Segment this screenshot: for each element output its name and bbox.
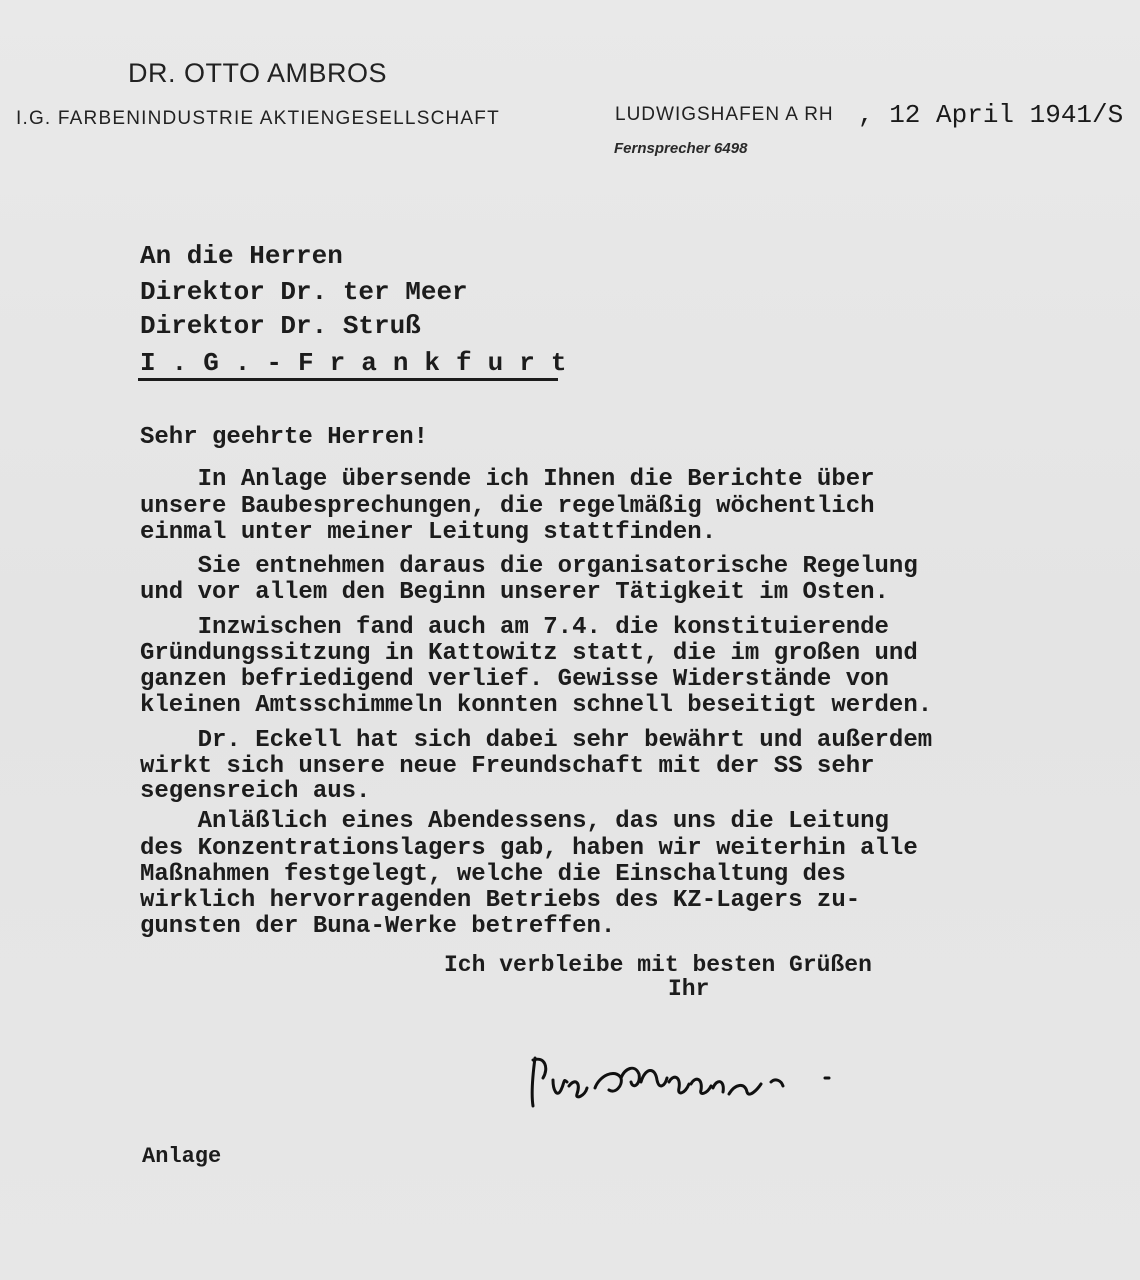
address-line-1: An die Herren [140,241,343,271]
body-line: Inzwischen fand auch am 7.4. die konstituierende [140,614,889,641]
letterhead-name: DR. OTTO AMBROS [128,58,388,88]
enclosure-note: Anlage [142,1144,222,1169]
body-line: gunsten der Buna-Werke betreffen. [140,913,616,940]
address-line-4: I.G.-Frankfurt [140,348,583,378]
body-line: wirklich hervorragenden Betriebs des KZ-Lagers zu- [140,887,861,914]
body-line: Gründungssitzung in Kattowitz statt, die im großen und [140,640,918,667]
body-line: ganzen befriedigend verlief. Gewisse Widerstände von [140,666,889,693]
letter-date: , 12 April 1941/S [858,100,1124,130]
body-line: einmal unter meiner Leitung stattfinden. [140,519,717,546]
body-line: und vor allem den Beginn unserer Tätigkeit im Osten. [140,579,889,606]
body-line: Maßnahmen festgelegt, welche die Einschaltung des [140,861,846,888]
address-line-2: Direktor Dr. ter Meer [140,277,468,307]
letterhead-city: LUDWIGSHAFEN A RH [615,104,834,125]
body-line: Dr. Eckell hat sich dabei sehr bewährt und außerdem [140,727,933,754]
signature [525,1038,865,1118]
body-line: wirkt sich unsere neue Freundschaft mit der SS sehr [140,753,875,780]
body-line: In Anlage übersende ich Ihnen die Berichte über [140,466,875,493]
body-line: des Konzentrationslagers gab, haben wir weiterhin alle [140,835,918,862]
closing-line: Ich verbleibe mit besten Grüßen [444,952,872,978]
body-line: Sie entnehmen daraus die organisatorische Regelung [140,553,918,580]
body-line: Anläßlich eines Abendessens, das uns die Leitung [140,808,889,835]
address-underline [138,378,558,381]
body-line: kleinen Amtsschimmeln konnten schnell beseitigt werden. [140,692,933,719]
address-line-3: Direktor Dr. Struß [140,311,421,341]
salutation: Sehr geehrte Herren! [140,424,429,451]
body-line: segensreich aus. [140,778,371,805]
closing-ihr: Ihr [668,976,710,1002]
letterhead-phone: Fernsprecher 6498 [614,140,748,157]
letterhead-company: I.G. FARBENINDUSTRIE AKTIENGESELLSCHAFT [16,108,500,129]
body-line: unsere Baubesprechungen, die regelmäßig wöchentlich [140,493,875,520]
